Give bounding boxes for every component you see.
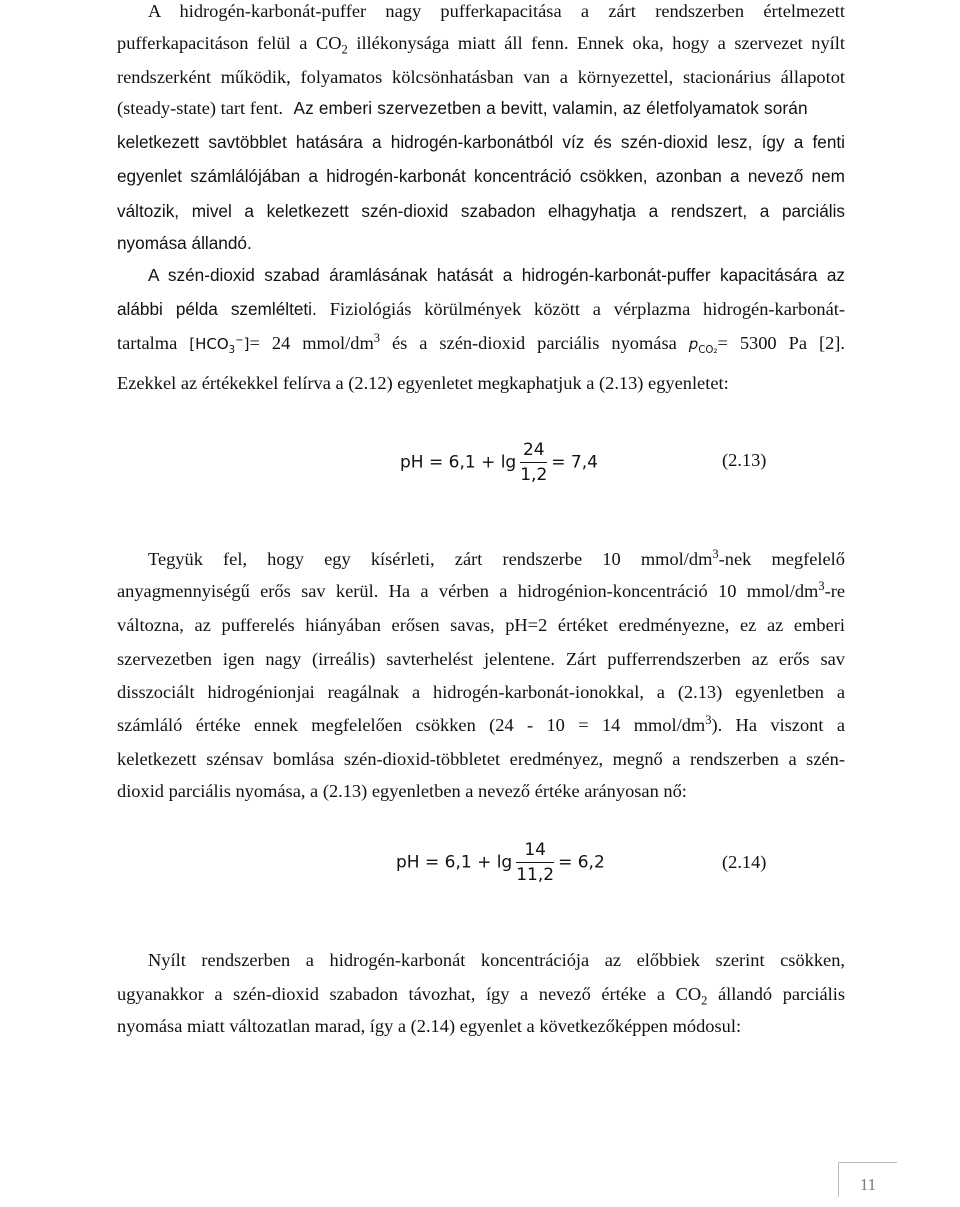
equation-2-13 <box>400 440 598 485</box>
superscript: 3 <box>712 546 719 561</box>
equation-lhs: pH = 6,1 + lg <box>396 852 513 873</box>
fraction <box>516 840 554 885</box>
paragraph-3-line-5 <box>117 681 845 703</box>
superscript: 3 <box>818 578 825 593</box>
superscript: 3 <box>373 330 380 345</box>
text: disszociált hidrogénionjai reagálnak a hidrogén-karbonát-ionokkal, a (2.13) egyenletben a <box>117 682 845 702</box>
paragraph-1-line-7 <box>117 200 845 222</box>
text: pufferkapacitáson felül a CO <box>117 33 342 53</box>
paragraph-2-line-4 <box>117 372 845 394</box>
text: A szén-dioxid szabad áramlásának hatását a hidrogén-karbonát-puffer kapacitására az <box>148 265 845 285</box>
text: egyenlet számlálójában a hidrogén-karbonát koncentráció csökken, azonban a nevező nem <box>117 166 845 186</box>
text: ] <box>243 335 250 353</box>
text: keletkezett szénsav bomlása szén-dioxid-többletet eredményez, megnő a rendszerben a szén- <box>117 749 845 769</box>
denominator: 1,2 <box>520 465 548 485</box>
superscript: 3 <box>705 712 712 727</box>
text: Nyílt rendszerben a hidrogén-karbonát koncentrációja az előbbiek szerint csökken, <box>148 950 845 970</box>
text: és a szén-dioxid parciális nyomása <box>380 333 689 353</box>
equation-number: (2.13) <box>722 450 767 470</box>
bicarbonate-symbol <box>189 335 250 356</box>
text: Zárt pufferrendszerben az erős sav <box>565 649 845 669</box>
paragraph-4-line-3 <box>117 1015 845 1037</box>
equation-rhs: = 6,2 <box>558 852 605 873</box>
numerator: 24 <box>520 440 547 463</box>
pco2-symbol <box>688 335 718 356</box>
text: ugyanakkor a szén-dioxid szabadon távozhat, így a nevező értéke a CO <box>117 984 702 1004</box>
paragraph-3-line-2 <box>117 580 845 602</box>
paragraph-1-line-1 <box>148 0 845 22</box>
paragraph-2-line-2 <box>117 298 845 320</box>
fraction <box>520 440 547 485</box>
paragraph-1-line-2 <box>117 32 846 57</box>
paragraph-3-line-1 <box>148 548 845 570</box>
text: tartalma <box>117 333 190 353</box>
paragraph-3-line-6 <box>117 714 845 736</box>
equation-lhs: pH = 6,1 + lg <box>400 452 517 473</box>
equation-rhs: = 7,4 <box>551 452 598 473</box>
text: szervezetben igen nagy (irreális) savterhelést jelentene. <box>117 649 566 669</box>
paragraph-1-line-8 <box>117 232 845 254</box>
text: Tegyük fel, hogy egy kísérleti, zárt rendszerbe 10 mmol/dm <box>148 549 713 569</box>
text: keletkezett savtöbblet hatására a hidrogén-karbonátból víz és szén-dioxid lesz, így a fenti <box>117 132 845 152</box>
text: illékonysága miatt áll fenn. Ennek oka, hogy a szervezet nyílt <box>347 33 846 53</box>
text: Ezekkel az értékekkel felírva a (2.12) egyenletet megkaphatjuk a (2.13) egyenletet: <box>117 373 729 393</box>
text: = 24 mmol/dm <box>249 333 374 353</box>
paragraph-1-line-6 <box>117 165 845 187</box>
paragraph-3-line-8 <box>117 780 845 802</box>
subscript: 2 <box>701 993 708 1008</box>
text: -nek megfelelő <box>718 549 845 569</box>
text: Fiziológiás körülmények között a vérplazma hidrogén-karbonát- <box>329 299 846 319</box>
text: rendszerként működik, folyamatos kölcsönhatásban van a környezettel, stacionárius állapotot <box>117 67 845 87</box>
subscript: 3 <box>228 345 236 356</box>
paragraph-3-line-3 <box>117 614 845 636</box>
equation-number: (2.14) <box>722 852 767 872</box>
denominator: 11,2 <box>516 865 555 885</box>
text: p <box>688 335 699 353</box>
paragraph-3-line-4 <box>117 648 845 670</box>
text: -re <box>824 581 845 601</box>
text: = 5300 Pa [2]. <box>717 333 845 353</box>
text: Az emberi szervezetben a bevitt, valamin, az életfolyamatok során <box>293 98 808 118</box>
numerator: 14 <box>516 840 554 863</box>
paragraph-2-line-3 <box>117 332 845 355</box>
text: dioxid parciális nyomása, a (2.13) egyenletben a nevező értéke arányosan nő: <box>117 781 687 801</box>
subscript: 2 <box>341 42 348 57</box>
paragraph-1-line-5 <box>117 131 845 153</box>
text: ). Ha viszont a <box>711 715 845 735</box>
paragraph-4-line-1 <box>148 949 845 971</box>
superscript: − <box>235 335 244 346</box>
text: számláló értéke ennek megfelelően csökken (24 - 10 = 14 mmol/dm <box>117 715 706 735</box>
text: anyagmennyiségű erős sav kerül. <box>117 581 389 601</box>
text: [HCO <box>189 335 229 353</box>
page-number: 11 <box>838 1162 897 1197</box>
text: alábbi példa szemlélteti. <box>117 299 330 319</box>
paragraph-2-line-1 <box>148 264 845 286</box>
text: Ha a vérben a hidrogénion-koncentráció 10 mmol/dm <box>388 581 819 601</box>
subscript: CO₂ <box>698 345 718 356</box>
text: A hidrogén-karbonát-puffer nagy pufferkapacitása a zárt rendszerben értelmezett <box>148 1 845 21</box>
paragraph-1-line-3 <box>117 66 845 88</box>
paragraph-4-line-2 <box>117 983 845 1008</box>
text: nyomása miatt változatlan marad, így a (2.14) egyenlet a következőképpen módosul: <box>117 1016 742 1036</box>
text: változik, mivel a keletkezett szén-dioxid szabadon elhagyhatja a rendszert, a parciális <box>117 201 845 221</box>
text: (steady-state) tart fent. <box>117 98 288 118</box>
equation-2-14 <box>396 840 605 885</box>
paragraph-3-line-7 <box>117 748 845 770</box>
paragraph-1-line-4 <box>117 97 845 119</box>
text: változna, az pufferelés hiányában erősen savas, pH=2 értéket eredményezne, ez az emberi <box>117 615 845 635</box>
text: nyomása állandó. <box>117 233 252 253</box>
text: állandó parciális <box>707 984 845 1004</box>
